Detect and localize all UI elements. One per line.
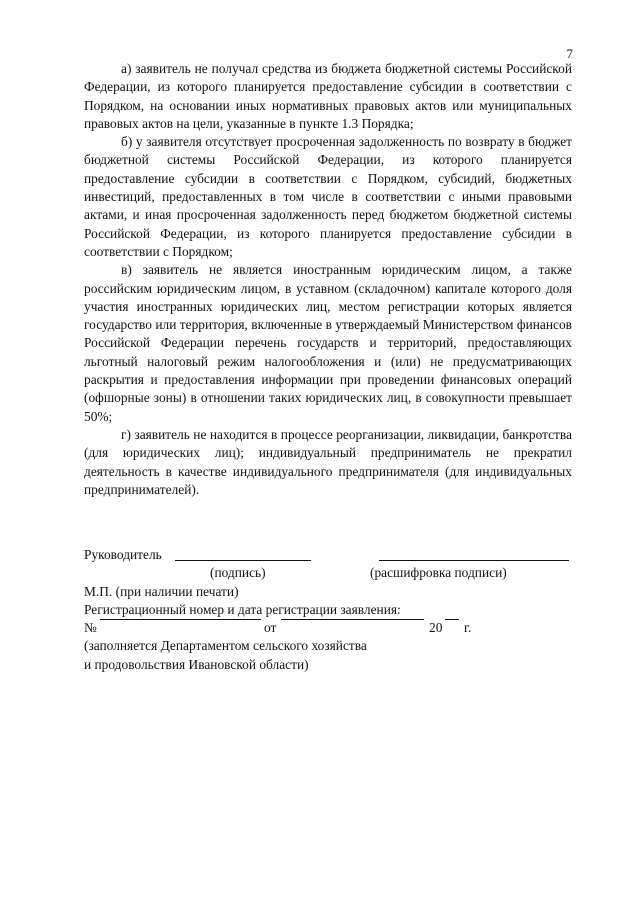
filled-by-note-line1: (заполняется Департаментом сельского хозяйства: [84, 638, 367, 654]
registration-number-line: [100, 619, 261, 620]
from-word: от: [264, 620, 277, 636]
signature-block: [84, 546, 572, 674]
signature-row: [84, 546, 572, 564]
condition-a-paragraph: а) заявитель не получал средства из бюджета бюджетной системы Российской Федерации, из которого планируется предоставление субсидии в соответствии с Порядком, на основании иных нормативных правовых актов или муниципальных правовых актов на цели, указанные в пункте 1.3 Порядка;: [84, 61, 572, 131]
head-label: Руководитель: [84, 547, 162, 562]
condition-b-paragraph: б) у заявителя отсутствует просроченная задолженность по возврату в бюджет бюджетной системы Российской Федерации, из которого планируется предоставление субсидии в соответствии с Порядком, субсидий, бюджетных инвестиций, предоставленных в том числе в соответствии с иными правовыми актами, и иная просроченная задолженность перед бюджетом бюджетной системы Российской Федерации, из которого планируется предоставление субсидии в соответствии с Порядком;: [84, 134, 572, 259]
year-suffix: г.: [464, 620, 472, 636]
signature-decoding-line: [379, 560, 569, 561]
signature-caption: (подпись): [210, 565, 266, 581]
page-number: 7: [566, 46, 573, 61]
year-prefix: 20: [429, 620, 443, 636]
filled-by-note-line2: и продовольствия Ивановской области): [84, 656, 309, 672]
seal-note: М.П. (при наличии печати): [84, 583, 239, 599]
number-sign: №: [84, 620, 97, 636]
conditions-text: [84, 60, 572, 499]
registration-date-line: [281, 619, 424, 620]
signature-captions: [84, 564, 572, 582]
condition-v-paragraph: в) заявитель не является иностранным юридическим лицом, а также российским юридическим лицом, в уставном (складочном) капитале которого доля участия иностранных юридических лиц, местом регистрации которых является государство или территория, включенные в утверждаемый Министерством финансов Российской Федерации перечень государств и территорий, предоставляющих льготный налоговый режим налогообложения и (или) не предусматривающих раскрытия и предоставления информации при проведении финансовых операций (офшорные зоны) в отношении таких юридических лиц, в совокупности превышает 50%;: [84, 262, 572, 424]
year-line: [445, 619, 459, 620]
condition-g-paragraph: г) заявитель не находится в процессе реорганизации, ликвидации, банкротства (для юридических лиц); индивидуальный предприниматель не прекратил деятельность в качестве индивидуального предпринимателя (для индивидуальных предпринимателей).: [84, 426, 572, 497]
signature-line: [175, 560, 311, 561]
registration-row: [84, 619, 572, 637]
decoding-caption: (расшифровка подписи): [370, 565, 507, 581]
registration-label: Регистрационный номер и дата регистрации заявления:: [84, 601, 401, 617]
